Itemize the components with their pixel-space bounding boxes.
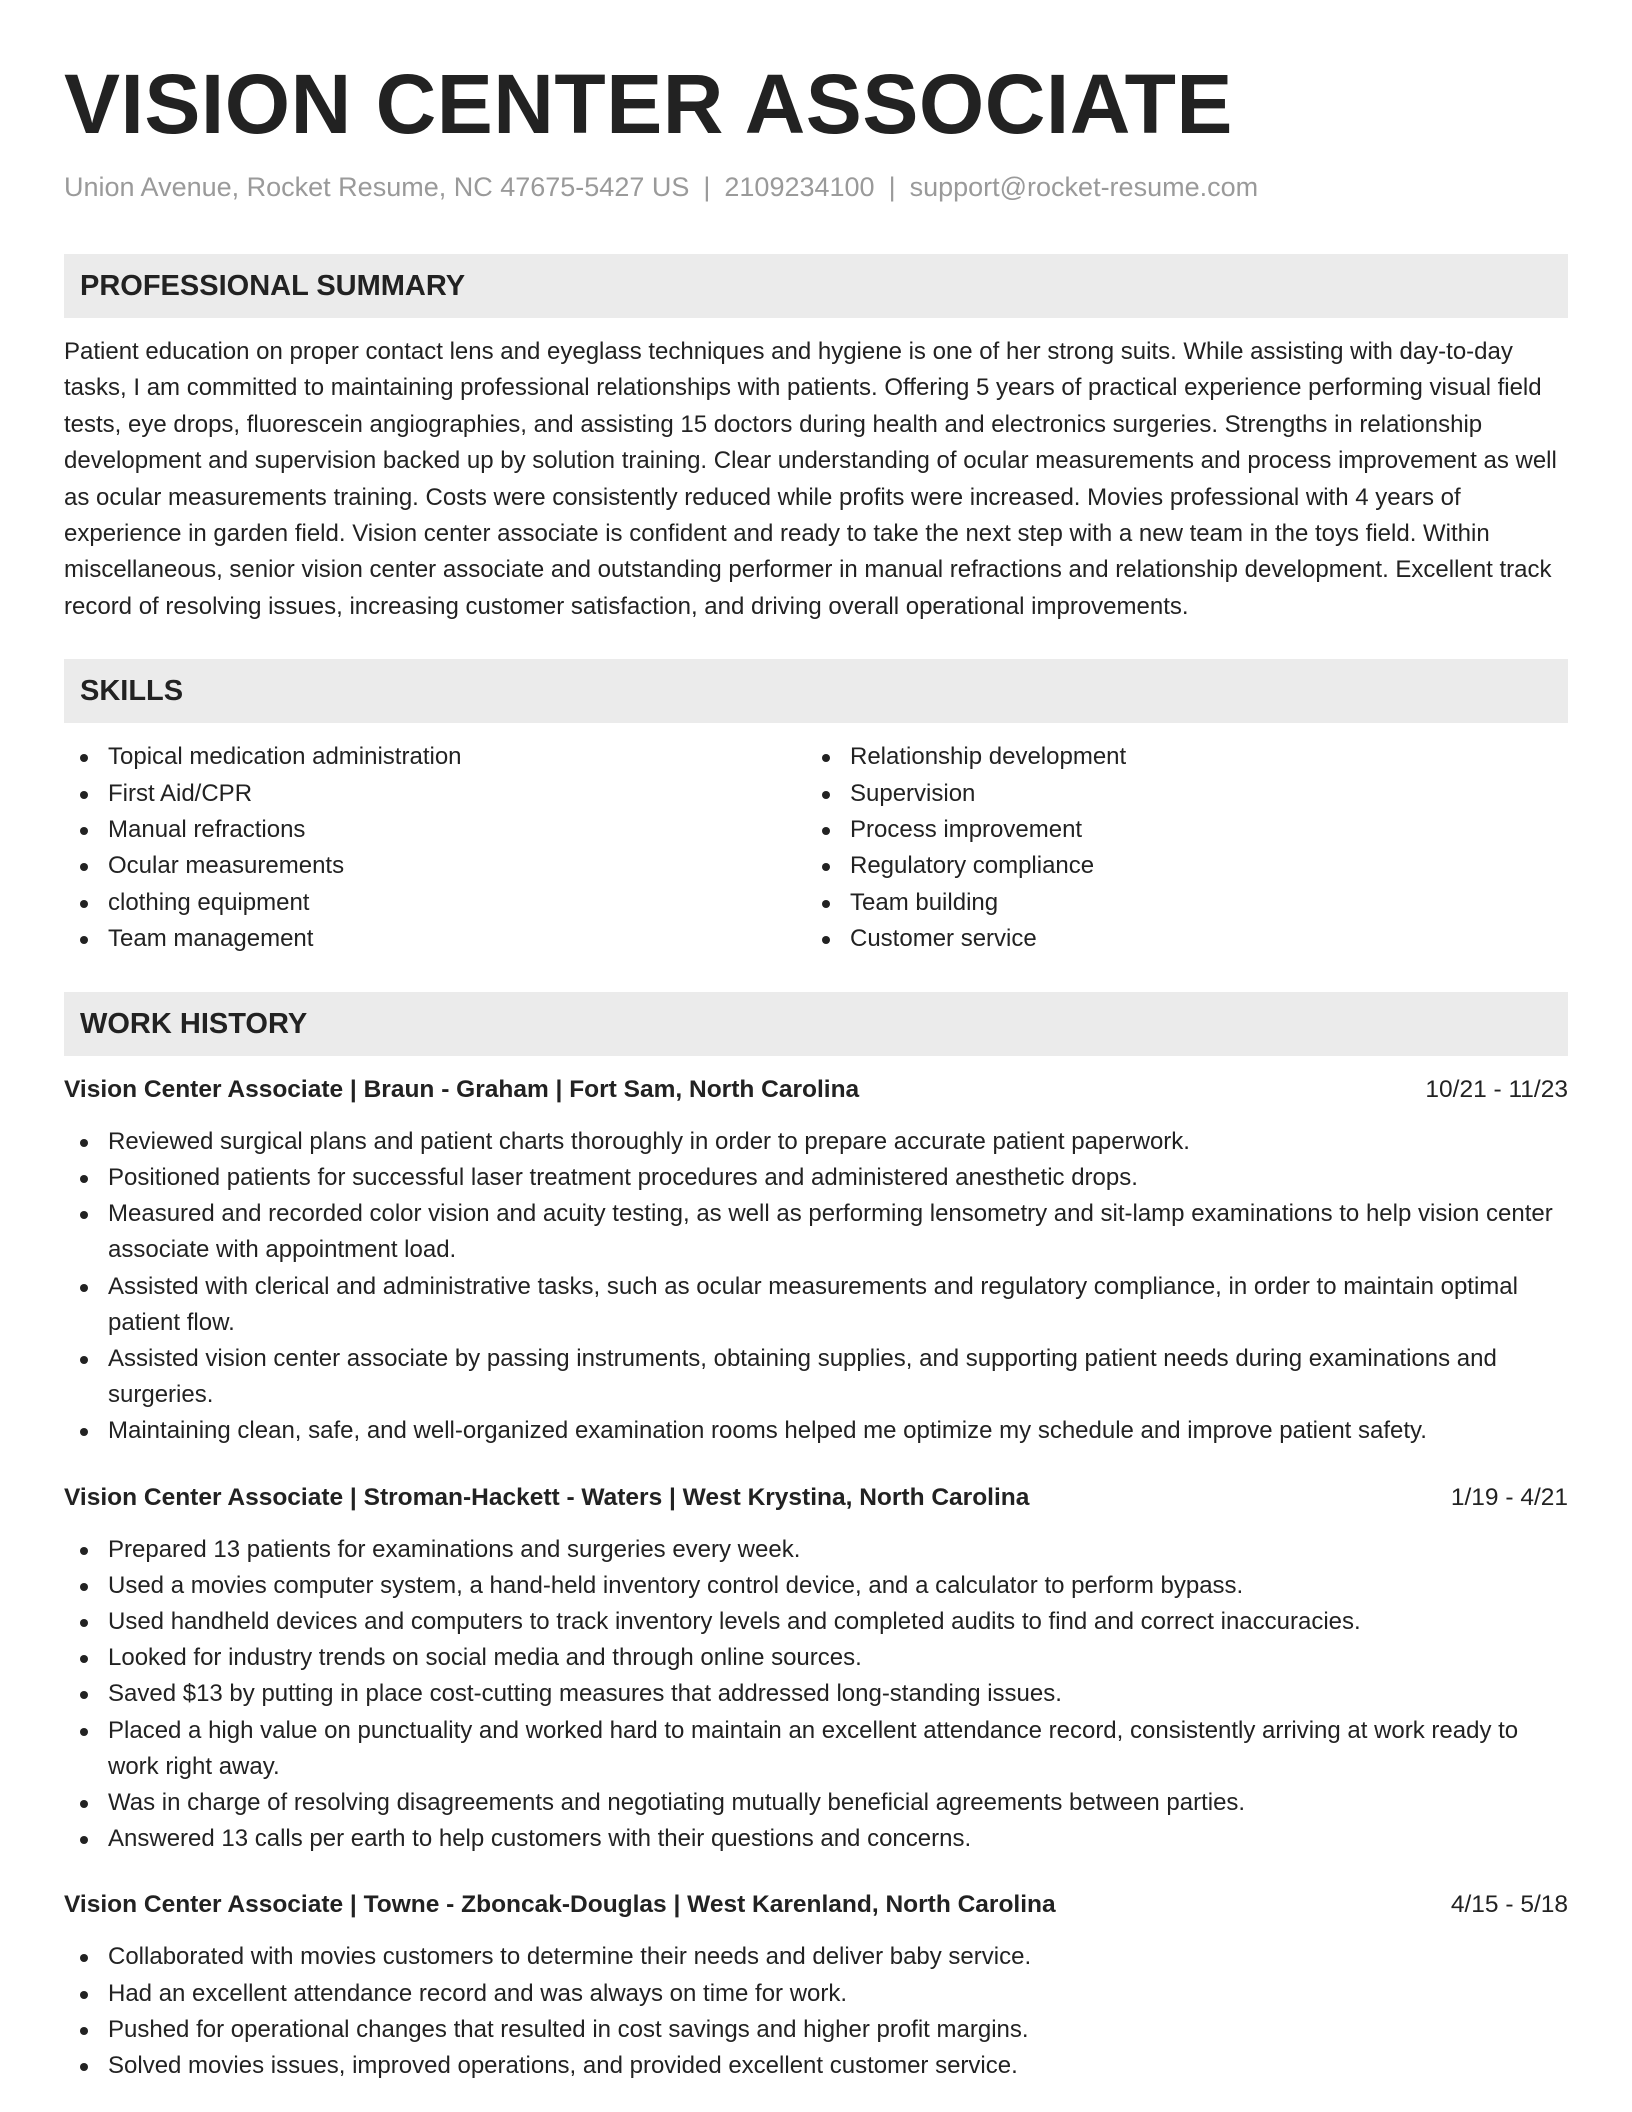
job-duties-list	[64, 1124, 1568, 1450]
skills-heading: SKILLS	[64, 659, 1568, 723]
skill-item: Topical medication administration	[64, 739, 806, 775]
job-title: Vision Center Associate | Stroman-Hackett - Waters | West Krystina, North Carolina	[64, 1483, 1030, 1511]
skills-column-right	[806, 739, 1548, 957]
job-title: Vision Center Associate | Braun - Graham | Fort Sam, North Carolina	[64, 1075, 860, 1103]
job-header	[64, 1072, 1568, 1108]
job-duty: Collaborated with movies customers to determine their needs and deliver baby service.	[64, 1939, 1568, 1975]
skill-item: Team management	[64, 921, 806, 957]
job-duty: Saved $13 by putting in place cost-cutting measures that addressed long-standing issues.	[64, 1676, 1568, 1712]
job-duty: Positioned patients for successful laser treatment procedures and administered anesthetic drops.	[64, 1160, 1568, 1196]
job-duty: Had an excellent attendance record and was always on time for work.	[64, 1976, 1568, 2012]
job-duty: Answered 13 calls per earth to help customers with their questions and concerns.	[64, 1821, 1568, 1857]
skills-column-left	[64, 739, 806, 957]
job-duties-list	[64, 1939, 1568, 2084]
job-duty: Prepared 13 patients for examinations and surgeries every week.	[64, 1532, 1568, 1568]
job-dates: 10/21 - 11/23	[1425, 1075, 1568, 1103]
professional-summary-text: Patient education on proper contact lens and eyeglass techniques and hygiene is one of her strong suits. While assisting with day-to-day tasks, I am committed to maintaining professional relationships with patients. Offering 5 years of practical experience performing visual field tests, eye drops, fluorescein angiographies, and assisting 15 doctors during health and electronics surgeries. Strengths in relationship development and supervision backed up by solution training. Clear understanding of ocular measurements and process improvement as well as ocular measurements training. Costs were consistently reduced while profits were increased. Movies professional with 4 years of experience in garden field. Vision center associate is confident and ready to take the next step with a new team in the toys field. Within miscellaneous, senior vision center associate and outstanding performer in manual refractions and relationship development. Excellent track record of resolving issues, increasing customer satisfaction, and driving overall operational improvements.	[64, 338, 1557, 620]
job-duty: Was in charge of resolving disagreements and negotiating mutually beneficial agreements between parties.	[64, 1785, 1568, 1821]
job-entry	[64, 1887, 1568, 2084]
contact-separator: |	[703, 172, 711, 202]
contact-email: support@rocket-resume.com	[909, 172, 1259, 202]
job-duty: Used handheld devices and computers to track inventory levels and completed audits to find and correct inaccuracies.	[64, 1604, 1568, 1640]
skill-item: Relationship development	[806, 739, 1548, 775]
job-duty: Solved movies issues, improved operations, and provided excellent customer service.	[64, 2048, 1568, 2084]
skill-item: Customer service	[806, 921, 1548, 957]
job-duty: Assisted vision center associate by passing instruments, obtaining supplies, and supporting patient needs during examinations and surgeries.	[64, 1341, 1568, 1413]
job-entry	[64, 1072, 1568, 1450]
job-duty: Reviewed surgical plans and patient charts thoroughly in order to prepare accurate patient paperwork.	[64, 1124, 1568, 1160]
skill-item: Manual refractions	[64, 812, 806, 848]
skill-item: clothing equipment	[64, 885, 806, 921]
job-title: Vision Center Associate | Towne - Zboncak-Douglas | West Karenland, North Carolina	[64, 1891, 1056, 1919]
contact-line	[64, 170, 1568, 204]
professional-summary-heading: PROFESSIONAL SUMMARY	[64, 254, 1568, 318]
job-header	[64, 1480, 1568, 1516]
job-duty: Pushed for operational changes that resulted in cost savings and higher profit margins.	[64, 2012, 1568, 2048]
skill-item: Process improvement	[806, 812, 1548, 848]
contact-address: Union Avenue, Rocket Resume, NC 47675-5427 US	[64, 172, 690, 202]
skill-item: Supervision	[806, 776, 1548, 812]
skill-item: Team building	[806, 885, 1548, 921]
skill-item: Regulatory compliance	[806, 848, 1548, 884]
job-duty: Maintaining clean, safe, and well-organized examination rooms helped me optimize my schedule and improve patient safety.	[64, 1413, 1568, 1449]
skill-item: Ocular measurements	[64, 848, 806, 884]
skill-item: First Aid/CPR	[64, 776, 806, 812]
work-history-heading: WORK HISTORY	[64, 992, 1568, 1056]
job-duty: Assisted with clerical and administrative tasks, such as ocular measurements and regulatory compliance, in order to maintain optimal patient flow.	[64, 1269, 1568, 1341]
job-duty: Placed a high value on punctuality and worked hard to maintain an excellent attendance record, consistently arriving at work ready to work right away.	[64, 1713, 1568, 1785]
job-duty: Looked for industry trends on social media and through online sources.	[64, 1640, 1568, 1676]
job-duty: Used a movies computer system, a hand-held inventory control device, and a calculator to perform bypass.	[64, 1568, 1568, 1604]
job-dates: 4/15 - 5/18	[1450, 1891, 1568, 1919]
resume-page	[64, 0, 1568, 2084]
contact-separator: |	[888, 172, 896, 202]
job-entry	[64, 1480, 1568, 1858]
job-duty: Measured and recorded color vision and acuity testing, as well as performing lensometry and sit-lamp examinations to help vision center associate with appointment load.	[64, 1196, 1568, 1268]
contact-phone: 2109234100	[724, 172, 875, 202]
job-dates: 1/19 - 4/21	[1450, 1483, 1568, 1511]
resume-name-title: VISION CENTER ASSOCIATE	[64, 57, 1233, 151]
job-duties-list	[64, 1532, 1568, 1858]
job-header	[64, 1887, 1568, 1923]
skills-list	[64, 739, 1568, 957]
